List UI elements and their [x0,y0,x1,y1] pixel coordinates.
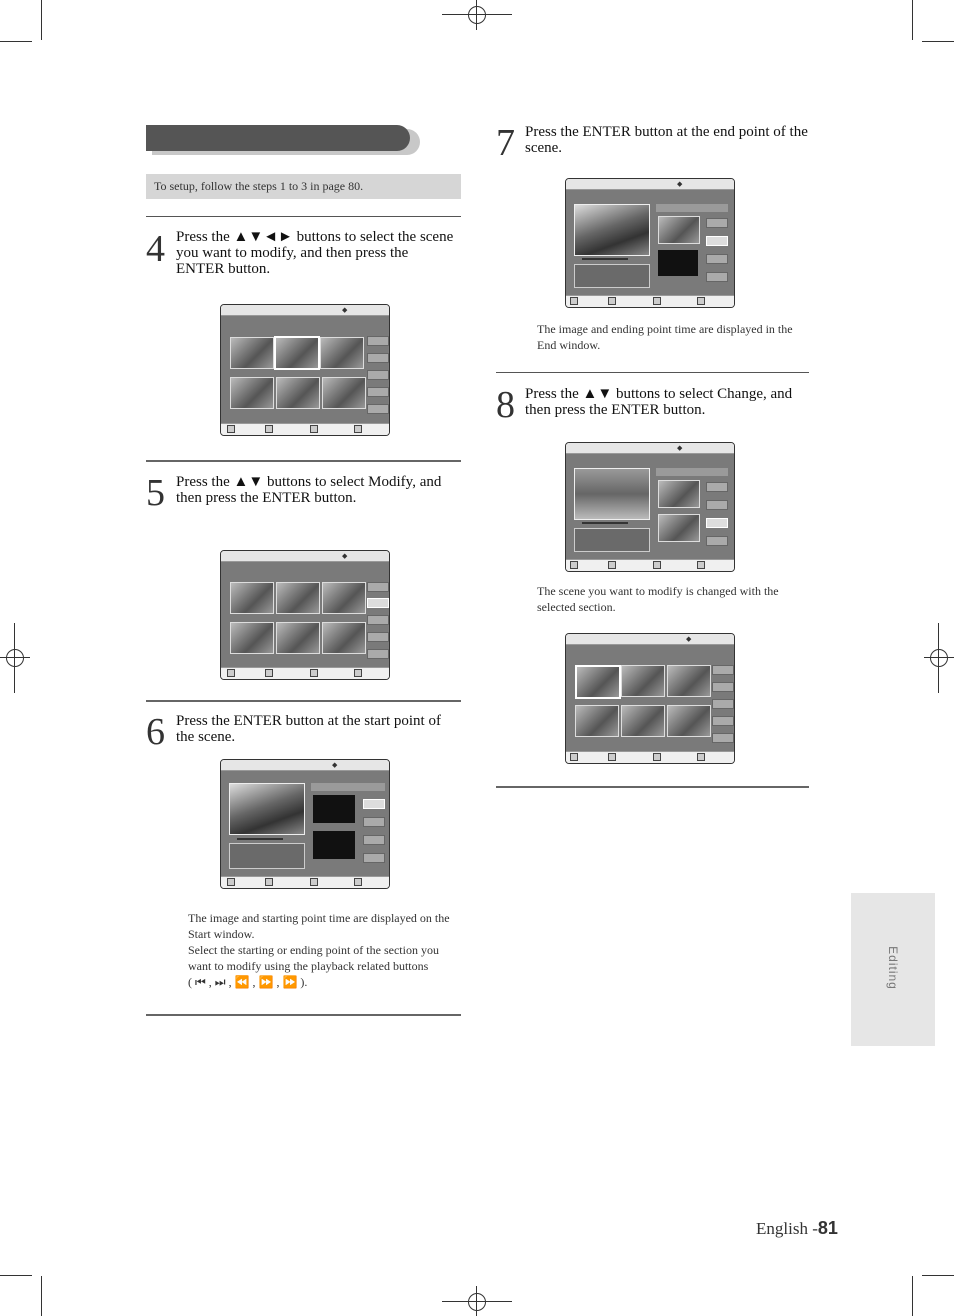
step-8-result-screen: ◆ [565,633,735,764]
divider [496,786,809,788]
step-7-number: 7 [496,122,515,164]
step-7-screen: ◆ [565,178,735,308]
step-5-number: 5 [146,472,165,514]
side-tab-editing [851,893,935,1046]
divider [496,372,809,373]
step-7-note: The image and ending point time are displayed in the End window. [537,322,793,352]
divider [146,460,461,462]
step-8-note: The scene you want to modify is changed with the selected section. [537,584,779,614]
step-5-screen: ◆ [220,550,390,680]
step-5-text: Press the ▲▼ buttons to select Modify, and then press the ENTER button. [176,474,442,506]
setup-note-text: To setup, follow the steps 1 to 3 in page 80. [154,179,364,193]
divider [146,216,461,217]
step-4-number: 4 [146,228,165,270]
step-6-number: 6 [146,711,165,753]
page-footer [756,1218,856,1242]
step-8-number: 8 [496,384,515,426]
step-8-text: Press the ▲▼ buttons to select Change, and then press the ENTER button. [525,386,793,418]
step-7-text: Press the ENTER button at the end point of the scene. [525,124,808,156]
page-label: English - [756,1219,818,1238]
divider [146,700,461,702]
step-6-playback-buttons: ( ⏮ , ⏭ , ⏪ , ⏩ , ⏩ ). [188,975,308,989]
divider [146,1014,461,1016]
side-tab-label: Editing [886,946,900,990]
section-banner [146,125,420,155]
step-4-text: Press the ▲▼◄► buttons to select the scene you want to modify, and then press the ENTER button. [176,229,454,277]
step-6-note: The image and starting point time are displayed on the Start window. Select the starting or ending point of the section you want to modify using the playback related buttons [188,911,450,973]
step-6-screen: ◆ [220,759,390,889]
step-4-screen: ◆ [220,304,390,436]
setup-note-box [146,174,461,199]
step-6-text: Press the ENTER button at the start point of the scene. [176,713,441,745]
step-8-screen: ◆ [565,442,735,572]
page-number: 81 [817,1218,838,1238]
